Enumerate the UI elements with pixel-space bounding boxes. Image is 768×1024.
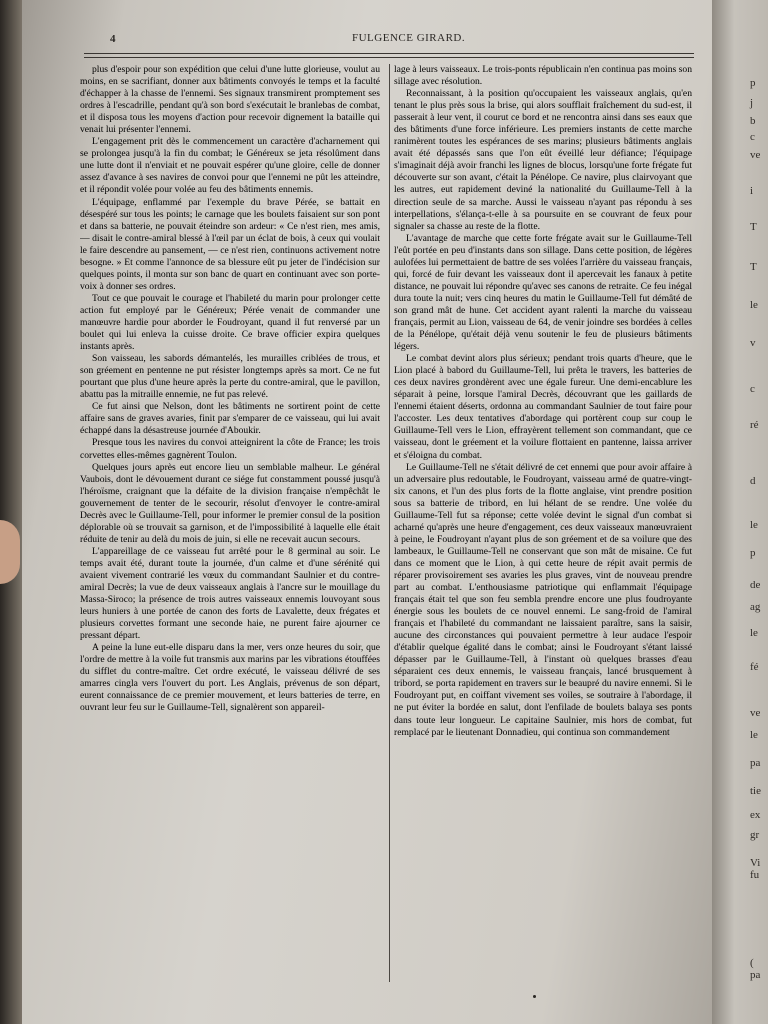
paragraph: Presque tous les navires du convoi atteignirent la côte de France; les trois corvettes elles-mêmes gagnèrent Toulon. — [80, 437, 380, 461]
running-header — [22, 28, 714, 48]
facing-page-fragment: T — [750, 261, 757, 273]
page-number: 4 — [110, 33, 116, 45]
facing-page-fragment: Vi — [750, 857, 761, 869]
facing-page-fragment: p — [750, 77, 756, 89]
column-divider — [389, 64, 390, 982]
facing-page-fragment: ré — [750, 419, 759, 431]
header-rule — [84, 53, 694, 54]
ink-speck — [533, 995, 536, 998]
facing-page-fragment: ag — [750, 601, 761, 613]
facing-page-fragment: ve — [750, 707, 761, 719]
facing-page-fragment: c — [750, 383, 755, 395]
facing-page-fragment: fu — [750, 869, 760, 881]
facing-page-fragment: p — [750, 547, 756, 559]
facing-page-fragment: i — [750, 185, 754, 197]
facing-page-fragment: v — [750, 337, 756, 349]
facing-page-fragment: c — [750, 131, 755, 143]
paragraph: Le combat devint alors plus sérieux; pendant trois quarts d'heure, que le Lion placé à babord du Guillaume-Tell, lui prêta le travers, les batteries de ces deux navires grondèrent avec une égale fureur. Une demi-encablure les séparait à peine, lorsque l'amiral Decrès, découvrant que les gaillards de l'ennemi étaient déserts, ordonna au commandant Saulnier de tout faire pour l'accoster. Les deux tentatives d'abordage qui portèrent coup sur coup le Guillaume-Tell vers le Lion, effrayèrent tellement son commandant, que ce vaisseau, dont le gréement et la voilure flottaient en pantenne, laissa arriver et s'éloigna du combat. — [394, 353, 692, 461]
right-column — [394, 64, 692, 984]
facing-page-fragment: ( — [750, 957, 754, 969]
paragraph: Quelques jours après eut encore lieu un semblable malheur. Le général Vaubois, dont le dévouement durant ce siége fut constamment poussé jusqu'à l'héroïsme, craignant que la défaite de la division française n'empêchât le gouvernement de tenter de le secourir, résolut d'envoyer le contre-amiral Decrès avec le Guillaume-Tell, pour informer le premier consul de la position déplorable où se trouvait sa garnison, et de l'impossibilité à laquelle elle était réduite de tenir au delà du mois de juin, si elle ne recevait aucun secours. — [80, 461, 380, 545]
thumb — [0, 520, 20, 584]
paragraph: Le Guillaume-Tell ne s'était délivré de cet ennemi que pour avoir affaire à un adversaire plus redoutable, le Foudroyant, vaisseau armé de quatre-vingt-six canons, et l'un des plus forts de la flotte anglaise, vint prendre position sous sa batterie de tribord, en lui hélant de se rendre. Une volée du Guillaume-Tell fut sa réponse; cette volée devint le signal d'un combat si acharné qu'après une heure d'engagement, ces deux vaisseaux manœuvraient à peine, le Foudroyant n'ayant plus de son gréement et de sa voilure que des lambeaux, le Guillaume-Tell ne conservant que son mât de misaine. Ce fut dans ce moment que le Lion, à qui cette heure de répit avait permis de réparer provisoirement ses avaries les plus graves, vint de nouveau prendre part au combat. L'enthousiasme patriotique qui enflammait l'équipage français était tel que son feu sembla prendre encore une plus foudroyante énergie sous les boulets de ce nouvel ennemi. Le sang-froid de l'amiral français et l'habileté du commandant ne laissaient paraître, sans la saisir, aucune des circonstances qui pouvaient permettre à leur audace l'espoir d'établir quelque égalité dans le combat; ainsi le Foudroyant s'étant laissé dépasser par le Guillaume-Tell, à l'instant où quelques brasses d'eau séparaient ces deux ennemis, le vaisseau français, lancé brusquement à tribord, se porta rapidement en travers sur le beaupré du navire ennemi. Si le Foudroyant put, en coiffant vivement ses voiles, se soutraire à l'abordage, il ne put éviter la bordée en salut, dont l'enfilade de boulets balaya ses ponts dans toute leur longueur. Le capitaine Saulnier, mis hors de combat, fut remplacé par le lieutenant Donnadieu, qui continua son commandement — [394, 461, 692, 738]
facing-page-fragment: b — [750, 115, 756, 127]
paragraph: A peine la lune eut-elle disparu dans la mer, vers onze heures du soir, que l'ordre de mettre à la voile fut transmis aux marins par les vibrations étouffées du sifflet du contre-maître. Cet ordre exécuté, le vaisseau délivré de ses amarres cingla vers l'ouvert du port. Les Anglais, prévenus de son départ, eurent connaissance de ce premier mouvement, et leurs batteries de terre, en ouvrant leur feu sur le Guillaume-Tell, signalèrent son appareil- — [80, 642, 380, 714]
header-rule-lower — [84, 57, 694, 58]
paragraph: L'engagement prit dès le commencement un caractère d'acharnement qui se prolongea jusqu'à la fin du combat; le Généreux se jeta résolûment dans une lutte dont il n'enviait et ne pouvait espérer qu'une gloire, celle de donner assez d'avance à ses navires de convoi pour que l'ennemi ne pût les atteindre, et il répondit volée pour volée au feu des bâtiments ennemis. — [80, 136, 380, 196]
paragraph: Son vaisseau, les sabords démantelés, les murailles criblées de trous, et son gréement en pentenne ne put résister longtemps après sa mort. Ce ne fut pourtant que plus d'une heure après la perte du contre-amiral, que le pavillon, abattu pas la mitraille ennemie, ne fut pas relevé. — [80, 353, 380, 401]
paragraph: Reconnaissant, à la position qu'occupaient les vaisseaux anglais, qu'en tenant le plus près sous la brise, qui alors soufflait fraîchement du sud-est, il passerait à leur vent, il courut ce bord et ne rencontra ainsi dans ses eaux que des bâtiments d'une force inférieure. Les premiers instants de cette marche ranimèrent toutes les espérances de ses marins; plusieurs bâtiments anglais avait été dépassés sans que l'on eût éveillé leur défiance; l'équipage s'imaginait déjà avoir franchi les lignes de blocus, lorsqu'une forte frégate fut découverte sur son avant, c'était la Pénélope. Ce navire, plus clairvoyant que les autres, eut rapidement deviné la nationalité du Guillaume-Tell à la direction seule de sa marche. Aussi le vaisseau n'ayant pas répondu à ses interpellations, s'élança-t-elle à sa poursuite en se couvrant de feux pour signaler sa chasse au reste de la flotte. — [394, 88, 692, 232]
facing-page-fragment: pa — [750, 969, 761, 981]
facing-page-fragment: ve — [750, 149, 761, 161]
facing-page-fragment: pa — [750, 757, 761, 769]
facing-page-fragment: le — [750, 519, 758, 531]
paragraph: plus d'espoir pour son expédition que celui d'une lutte glorieuse, voulut au moins, en se sacrifiant, donner aux bâtiments convoyés le temps et la faculté d'échapper à la chasse de l'ennemi. Ses signaux transmirent promptement ses ordres à l'escadrille, pendant qu'à son bord s'exécutait le branlebas de combat, et il disposa tous les moyens d'action pour recevoir dignement la bataille qui venait lui présenter l'ennemi. — [80, 64, 380, 136]
paragraph: lage à leurs vaisseaux. Le trois-ponts républicain n'en continua pas moins son sillage avec résolution. — [394, 64, 692, 88]
facing-page-edge — [712, 0, 768, 1024]
facing-page-fragment: T — [750, 221, 757, 233]
facing-page-fragment: le — [750, 299, 758, 311]
paragraph: Ce fut ainsi que Nelson, dont les bâtiments ne sortirent point de cette affaire sans de graves avaries, finit par s'emparer de ce vaisseau, qui lui avait échappé dans la désastreuse journée d'Aboukir. — [80, 401, 380, 437]
left-column — [80, 64, 380, 984]
facing-page-fragment: tie — [750, 785, 761, 797]
facing-page-fragment: d — [750, 475, 756, 487]
facing-page-fragment: fé — [750, 661, 759, 673]
facing-page-fragment: de — [750, 579, 761, 591]
facing-page-fragment: ex — [750, 809, 761, 821]
facing-page-fragment: le — [750, 729, 758, 741]
paragraph: Tout ce que pouvait le courage et l'habileté du marin pour prolonger cette action fut employé par le Généreux; Pérée venait de commander une manœuvre hardie pour aborder le Foudroyant, quand il fut renversé par un boulet qui lui enleva la cuisse droite. Ce brave officier expira quelques instants après. — [80, 292, 380, 353]
facing-page-fragment: j — [750, 97, 754, 109]
paragraph: L'équipage, enflammé par l'exemple du brave Pérée, se battait en désespéré sur tous les points; le carnage que les boulets faisaient sur son pont et dans sa batterie, ne pouvait éteindre son ardeur: « Ce n'est rien, mes amis, — disait le contre-amiral blessé à l'œil par un éclat de bois, à ceux qui voulait le faire descendre au pansement, — ce n'est rien, continuons activement notre besogne. » Et comme l'annonce de sa blessure eût pu jeter de l'indécision sur quelques points, il monta sur son banc de quart en continuant avec son porte-voix à donner ses ordres. — [80, 196, 380, 292]
paragraph: L'avantage de marche que cette forte frégate avait sur le Guillaume-Tell l'eût portée en peu d'instants dans son sillage. Dans cette position, de légères aulofées lui permettaient de battre de ses volées l'arrière du vaisseau français, qui, forcé de fuir devant les vaisseaux dont il apercevait les fanaux à petite distance, ne pouvait lui répondre qu'avec ses canons de retraite. Ce feu inégal dura toute la nuit; vers cinq heures du matin le Guillaume-Tell fut démâté de son grand mât de hune. Cet accident ayant ralenti la marche du vaisseau français, permit au Lion, vaisseau de 64, de venir joindre ses bordées à celles de la Pénélope, qu'était déjà venu soutenir le feu de plusieurs bâtiments légers. — [394, 232, 692, 353]
facing-page-fragment: gr — [750, 829, 760, 841]
running-title: FULGENCE GIRARD. — [352, 32, 466, 44]
facing-page-fragment: le — [750, 627, 758, 639]
paragraph: L'appareillage de ce vaisseau fut arrêté pour le 8 germinal au soir. Le temps avait été, durant toute la journée, d'un calme et d'une sérénité qui avaient vivement contrarié les vœux du commandant Saulnier et du contre-amiral Decrès; la vue de deux vaisseaux anglais à l'ancre sur le mouillage du Massa-Siroco; la présence de trois autres vaisseaux ennemis louvoyant sous leurs huniers à une portée de canon des forts de Lavalette, deux frégates et plusieurs corvettes formant une seconde haie, ne purent faire ajourner ce pressant départ. — [80, 545, 380, 642]
